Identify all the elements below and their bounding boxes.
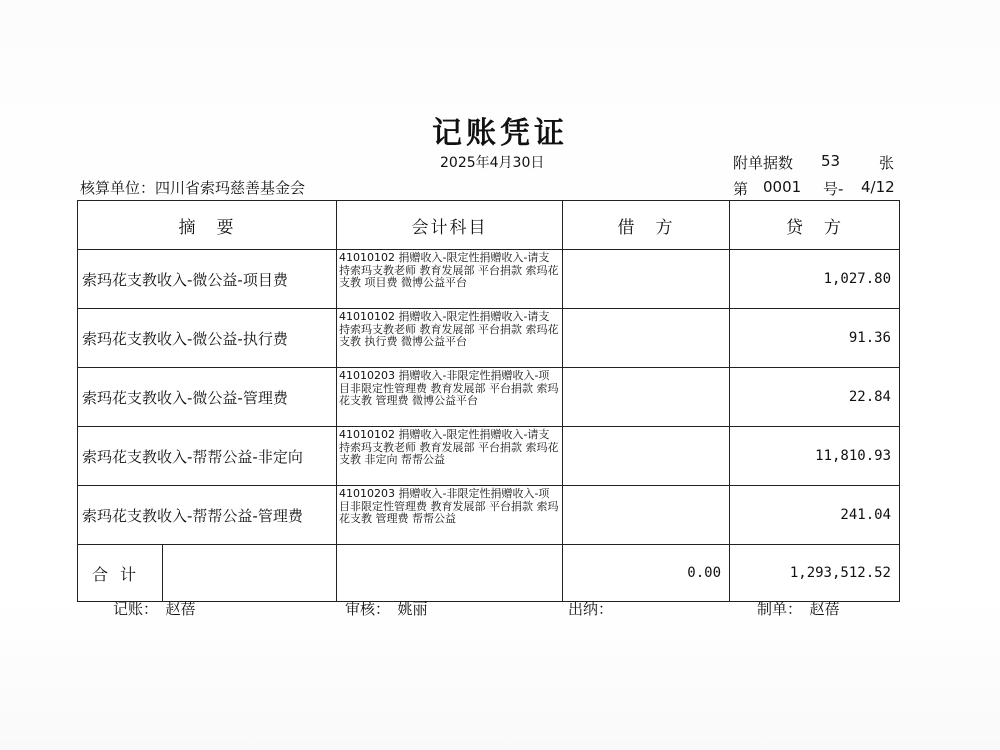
- preparer-signature: 制单： 赵蓓: [757, 600, 840, 618]
- table-row: [78, 309, 900, 368]
- voucher-page-number: 4/12: [861, 178, 895, 196]
- row-account: 41010102 捐赠收入-限定性捐赠收入-请支持索玛支教老师 教育发展部 平台捐款 索玛花支教 项目费 微博公益平台: [337, 250, 563, 309]
- header-credit: 贷 方: [730, 201, 900, 250]
- accounting-unit: [80, 177, 305, 198]
- voucher-date: 2025年4月30日: [440, 155, 545, 171]
- row-debit: [563, 250, 730, 309]
- row-summary: 索玛花支教收入-微公益-执行费: [78, 309, 337, 368]
- header-summary: 摘 要: [78, 201, 337, 250]
- row-credit: 1,027.80: [730, 250, 900, 309]
- voucher-no-value: 0001: [763, 178, 802, 196]
- attach-label: 附单据数: [733, 154, 794, 172]
- row-account: 41010203 捐赠收入-非限定性捐赠收入-项目非限定性管理费 教育发展部 平台捐款 索玛花支教 管理费 帮帮公益: [337, 486, 563, 545]
- row-summary: 索玛花支教收入-微公益-管理费: [78, 368, 337, 427]
- unit-label: 核算单位：: [80, 179, 156, 197]
- cashier-signature: 出纳：: [568, 600, 614, 618]
- total-label: [78, 545, 337, 602]
- table-row: [78, 368, 900, 427]
- row-credit: 91.36: [730, 309, 900, 368]
- row-credit: 22.84: [730, 368, 900, 427]
- voucher-no-suffix: 号-: [823, 180, 844, 198]
- row-account: 41010102 捐赠收入-限定性捐赠收入-请支持索玛支教老师 教育发展部 平台捐款 索玛花支教 执行费 微博公益平台: [337, 309, 563, 368]
- row-credit: 11,810.93: [730, 427, 900, 486]
- bookkeeper-signature: 记账： 赵蓓: [113, 600, 196, 618]
- reviewer-signature: 审核： 姚丽: [345, 600, 428, 618]
- table-header-row: [78, 201, 900, 250]
- unit-name: 四川省索玛慈善基金会: [155, 179, 306, 197]
- total-debit: 0.00: [563, 545, 730, 602]
- total-account-cell: [337, 545, 563, 602]
- row-account: 41010102 捐赠收入-限定性捐赠收入-请支持索玛支教老师 教育发展部 平台捐款 索玛花支教 非定向 帮帮公益: [337, 427, 563, 486]
- row-debit: [563, 486, 730, 545]
- row-debit: [563, 368, 730, 427]
- total-label-text: 合计: [78, 545, 163, 601]
- row-summary: 索玛花支教收入-帮帮公益-管理费: [78, 486, 337, 545]
- row-debit: [563, 427, 730, 486]
- total-row: [78, 545, 900, 602]
- voucher-number: [733, 178, 895, 199]
- voucher-table: [77, 200, 900, 602]
- header-debit: 借 方: [563, 201, 730, 250]
- row-summary: 索玛花支教收入-微公益-项目费: [78, 250, 337, 309]
- attach-count-value: 53: [821, 152, 841, 170]
- voucher-title: 记账凭证: [432, 116, 568, 151]
- attachment-count: [733, 152, 895, 173]
- row-debit: [563, 309, 730, 368]
- table-row: [78, 250, 900, 309]
- voucher-no-label: 第: [733, 180, 749, 198]
- attach-unit: 张: [879, 154, 895, 172]
- row-summary: 索玛花支教收入-帮帮公益-非定向: [78, 427, 337, 486]
- row-credit: 241.04: [730, 486, 900, 545]
- table-row: [78, 486, 900, 545]
- table-row: [78, 427, 900, 486]
- header-account: 会计科目: [337, 201, 563, 250]
- row-account: 41010203 捐赠收入-非限定性捐赠收入-项目非限定性管理费 教育发展部 平台捐款 索玛花支教 管理费 微博公益平台: [337, 368, 563, 427]
- total-credit: 1,293,512.52: [730, 545, 900, 602]
